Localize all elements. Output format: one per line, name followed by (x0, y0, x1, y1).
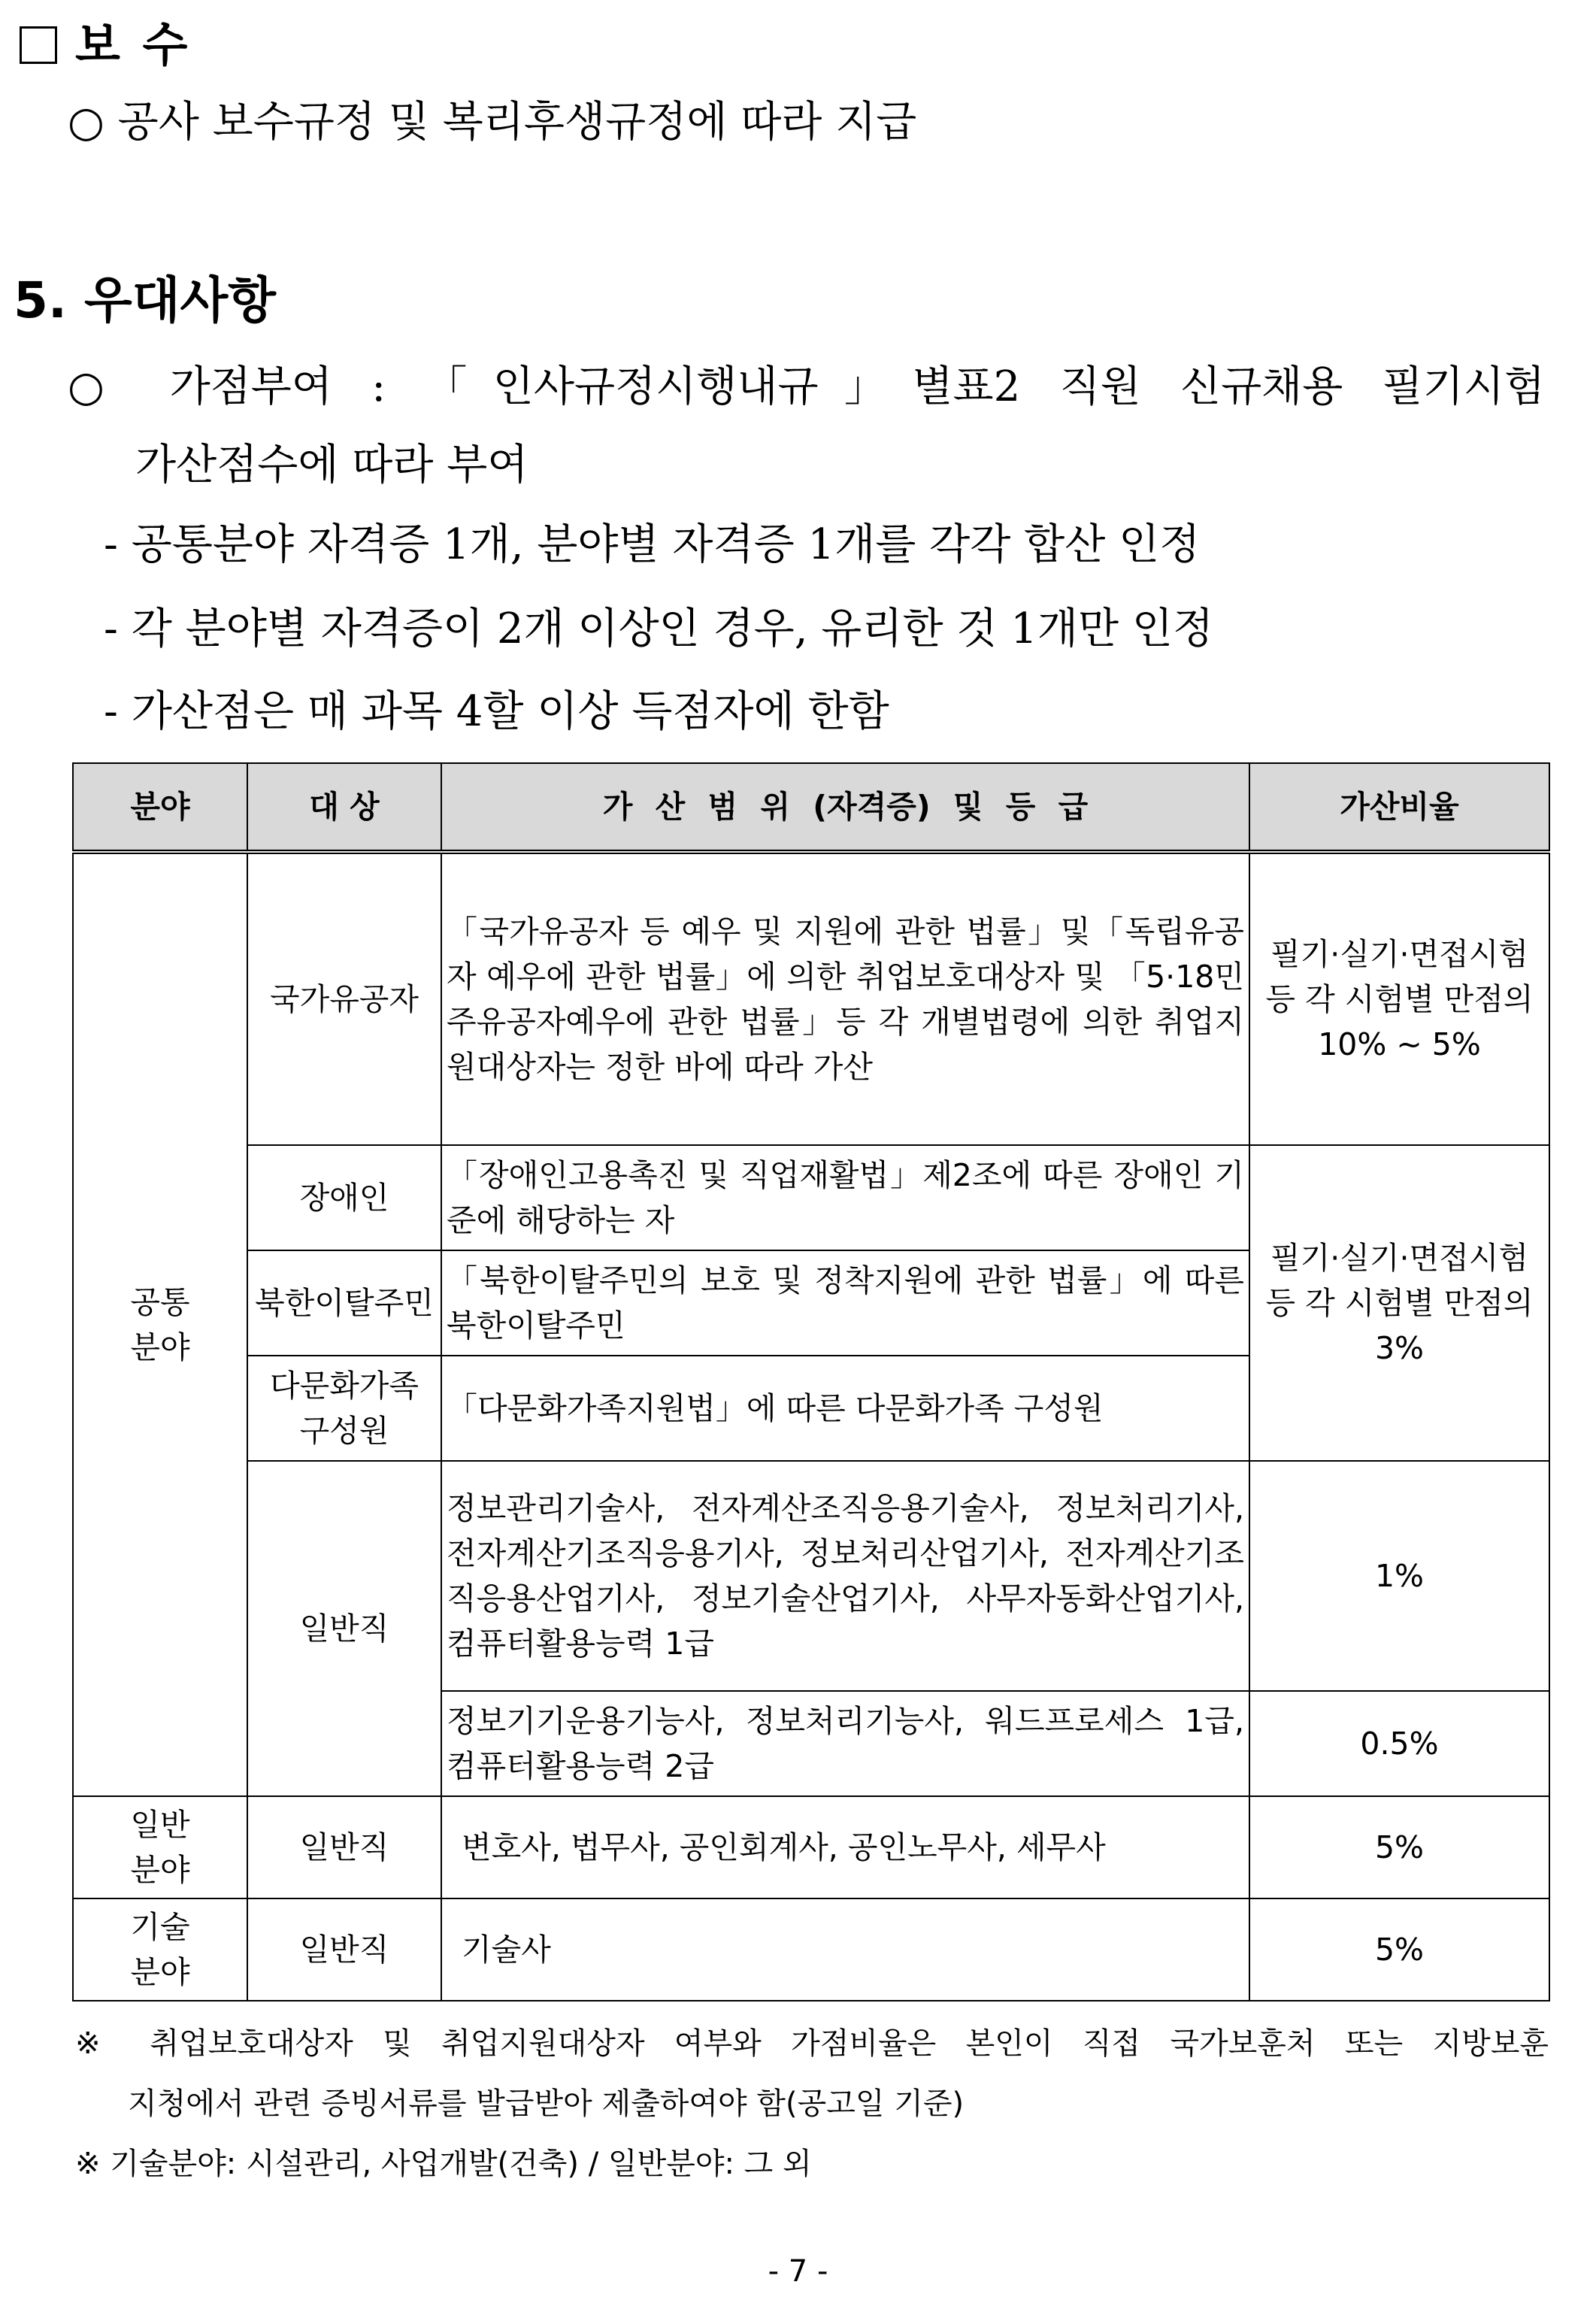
pay-item: ○ 공사 보수규정 및 복리후생규정에 따라 지급 (68, 98, 917, 147)
shared-rate-cell: 필기·실기·면접시험 등 각 시험별 만점의 3% (1249, 1145, 1549, 1461)
general-target-cell: 일반직 (247, 1461, 441, 1796)
bullet-3: - 가산점은 매 과목 4할 이상 득점자에 한함 (104, 687, 889, 736)
range-cell: 「다문화가족지원법」에 따른 다문화가족 구성원 (441, 1356, 1249, 1461)
table-row (73, 1796, 1549, 1898)
range-cell: 「장애인고용촉진 및 직업재활법」제2조에 따른 장애인 기준에 해당하는 자 (441, 1145, 1249, 1250)
tech-field-cell: 기술 분야 (73, 1898, 247, 2001)
common-field-cell: 공통 분야 (73, 852, 247, 1796)
header-rate: 가산비율 (1249, 763, 1549, 852)
bullet-2: - 각 분야별 자격증이 2개 이상인 경우, 유리한 것 1개만 인정 (104, 605, 1214, 653)
header-target: 대 상 (247, 763, 441, 852)
table-row (73, 1461, 1549, 1691)
header-range: 가 산 범 위 (자격증) 및 등 급 (441, 763, 1249, 852)
general-field-cell: 일반 분야 (73, 1796, 247, 1898)
rate-cell: 필기·실기·면접시험 등 각 시험별 만점의 10% ~ 5% (1249, 852, 1549, 1145)
checkbox-square-icon (20, 26, 57, 64)
target-cell: 국가유공자 (247, 852, 441, 1145)
range-cell: 정보관리기술사, 전자계산조직응용기술사, 정보처리기사, 전자계산기조직응용기사, 정보처리산업기사, 전자계산기조직응용산업기사, 정보기술산업기사, 사무자동화산업기사, 컴퓨터활용능력 1급 (441, 1461, 1249, 1691)
range-cell: 변호사, 법무사, 공인회계사, 공인노무사, 세무사 (441, 1796, 1249, 1898)
range-cell: 「북한이탈주민의 보호 및 정착지원에 관한 법률」에 따른 북한이탈주민 (441, 1250, 1249, 1356)
target-cell: 북한이탈주민 (247, 1250, 441, 1356)
target-cell: 일반직 (247, 1796, 441, 1898)
page-number: - 7 - (768, 2254, 828, 2289)
note-1-line-2: 지청에서 관련 증빙서류를 발급받아 제출하여야 함(공고일 기준) (128, 2086, 965, 2121)
bullet-1: - 공통분야 자격증 1개, 분야별 자격증 1개를 각각 합산 인정 (104, 520, 1201, 569)
range-cell: 기술사 (441, 1898, 1249, 2001)
bonus-table (72, 762, 1550, 2001)
header-field: 분야 (73, 763, 247, 852)
rate-cell: 5% (1249, 1898, 1549, 2001)
bonus-line-1: ○ 가점부여 : 「인사규정시행내규」별표2 직원 신규채용 필기시험 (68, 362, 1545, 411)
table-header-row (73, 763, 1549, 852)
range-cell: 「국가유공자 등 예우 및 지원에 관한 법률」및「독립유공자 예우에 관한 법률」에 의한 취업보호대상자 및 「5·18민주유공자예우에 관한 법률」등 각 개별법령에 의한 취업지원대상자는 정한 바에 따라 가산 (441, 852, 1249, 1145)
note-1-line-1: ※ 취업보호대상자 및 취업지원대상자 여부와 가점비율은 본인이 직접 국가보훈처 또는 지방보훈 (75, 2026, 1549, 2061)
target-cell: 다문화가족 구성원 (247, 1356, 441, 1461)
note-2: ※ 기술분야: 시설관리, 사업개발(건축) / 일반분야: 그 외 (75, 2147, 812, 2181)
table-row (73, 852, 1549, 1145)
target-cell: 일반직 (247, 1898, 441, 2001)
bonus-line-2: 가산점수에 따라 부여 (135, 441, 528, 489)
pay-heading-text: 보 수 (75, 17, 191, 72)
rate-cell: 0.5% (1249, 1691, 1549, 1796)
table-row (73, 1898, 1549, 2001)
target-cell: 장애인 (247, 1145, 441, 1250)
rate-cell: 1% (1249, 1461, 1549, 1691)
pay-heading (20, 8, 190, 74)
range-cell: 정보기기운용기능사, 정보처리기능사, 워드프로세스 1급, 컴퓨터활용능력 2급 (441, 1691, 1249, 1796)
section-heading: 5. 우대사항 (14, 271, 276, 329)
rate-cell: 5% (1249, 1796, 1549, 1898)
table-row (73, 1145, 1549, 1250)
